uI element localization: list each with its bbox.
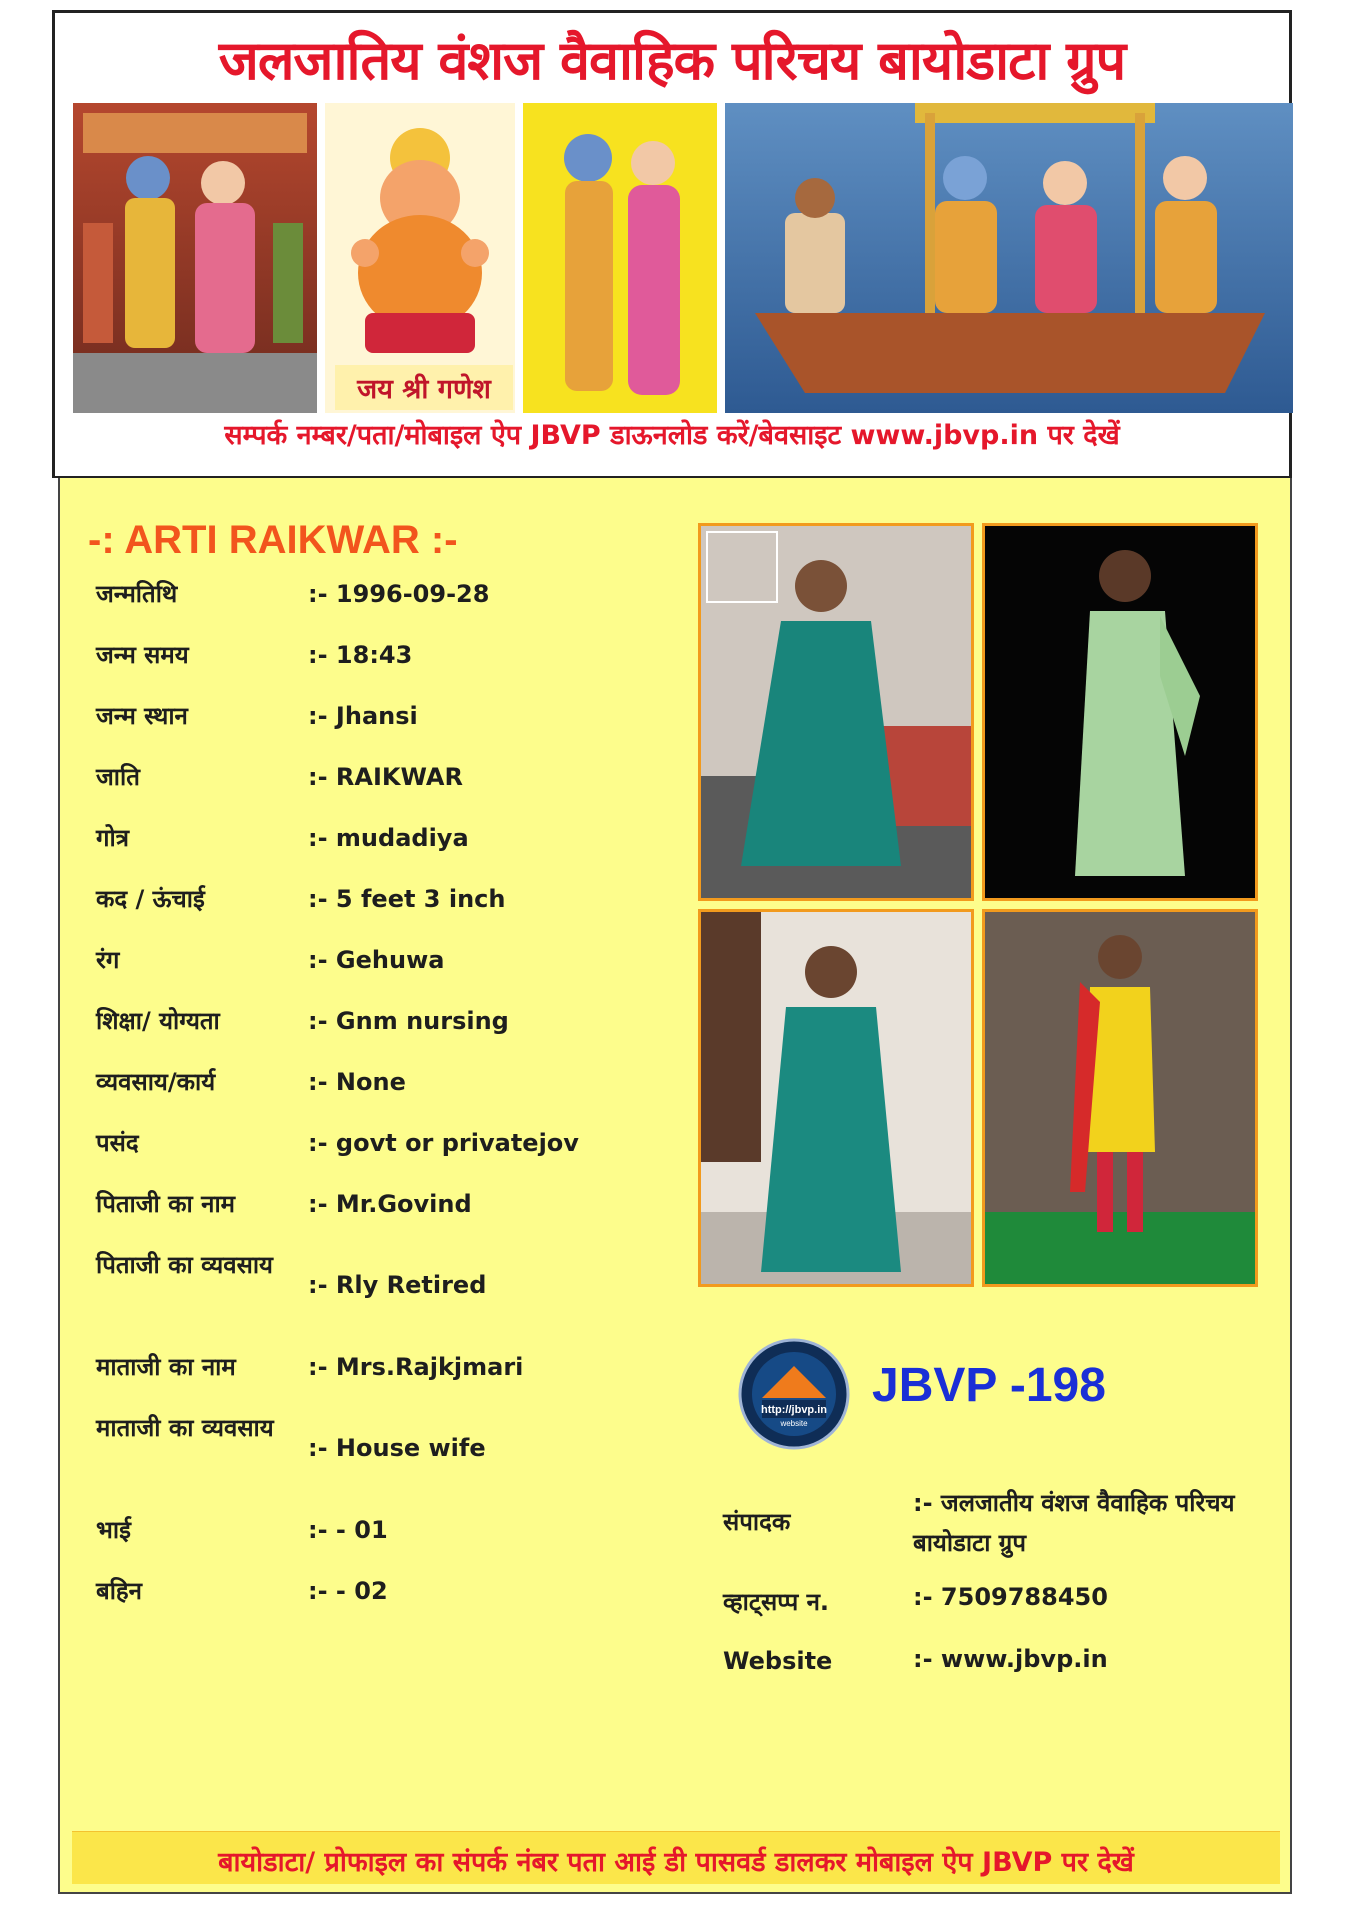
detail-value: :- Mr.Govind: [308, 1184, 472, 1224]
detail-value: :- 1996-09-28: [308, 574, 489, 614]
detail-label: पिताजी का व्यवसाय: [96, 1251, 273, 1279]
jbvp-logo-icon: [738, 1338, 850, 1450]
detail-label: जन्मतिथि: [96, 580, 178, 608]
profile-name: -: ARTI RAIKWAR :-: [88, 518, 458, 562]
profile-photo-3[interactable]: [698, 909, 974, 1287]
profile-photo-4[interactable]: [982, 909, 1258, 1287]
ram-sita-wedding-image: [73, 103, 317, 413]
detail-value: :- 5 feet 3 inch: [308, 879, 505, 919]
profile-photo-2[interactable]: [982, 523, 1258, 901]
profile-photo-1[interactable]: [698, 523, 974, 901]
profile-card: [58, 478, 1292, 1894]
detail-value: :- mudadiya: [308, 818, 469, 858]
detail-value: :- 18:43: [308, 635, 412, 675]
detail-label: जन्म समय: [96, 641, 189, 669]
boat-image: [725, 103, 1293, 413]
editor-value: :- जलजातीय वंशज वैवाहिक परिचय बायोडाटा ग्रुप: [913, 1483, 1273, 1563]
detail-label: जन्म स्थान: [96, 702, 188, 730]
detail-label: कद / ऊंचाई: [96, 885, 205, 913]
header-banner: [52, 10, 1292, 478]
detail-label: जाति: [96, 763, 140, 791]
detail-value: :- - 02: [308, 1571, 388, 1611]
detail-label: माताजी का व्यवसाय: [96, 1414, 274, 1442]
detail-value: :- Jhansi: [308, 696, 418, 736]
jbvp-id: JBVP -198: [872, 1359, 1106, 1412]
detail-label: बहिन: [96, 1577, 142, 1605]
footer-bar: [72, 1831, 1280, 1884]
detail-label: पसंद: [96, 1129, 139, 1157]
detail-label: गोत्र: [96, 824, 129, 852]
detail-label: रंग: [96, 946, 120, 974]
detail-label: शिक्षा/ योग्यता: [96, 1007, 220, 1035]
detail-label: माताजी का नाम: [96, 1353, 236, 1381]
footer-text: बायोडाटा/ प्रोफाइल का संपर्क नंबर पता आई डी पासवर्ड डालकर मोबाइल ऐप JBVP पर देखें: [218, 1847, 1134, 1878]
detail-value: :- govt or privatejov: [308, 1123, 579, 1163]
detail-value: :- RAIKWAR: [308, 757, 463, 797]
whatsapp-value[interactable]: :- 7509788450: [913, 1577, 1273, 1617]
detail-value: :- Gehuwa: [308, 940, 444, 980]
detail-value: :- House wife: [308, 1428, 486, 1468]
logo-small-text: website: [780, 1419, 808, 1428]
detail-value: :- Mrs.Rajkjmari: [308, 1347, 523, 1387]
detail-label: भाई: [96, 1516, 131, 1544]
detail-value: :- Gnm nursing: [308, 1001, 509, 1041]
detail-label: व्यवसाय/कार्य: [96, 1068, 216, 1096]
detail-value: :- - 01: [308, 1510, 388, 1550]
header-subtitle: सम्पर्क नम्बर/पता/मोबाइल ऐप JBVP डाऊनलोड करें/बेवसाइट www.jbvp.in पर देखें: [224, 420, 1120, 451]
ram-sita-image: [523, 103, 717, 413]
header-title: जलजातिय वंशज वैवाहिक परिचय बायोडाटा ग्रुप: [218, 29, 1126, 92]
editor-label: संपादक: [723, 1508, 791, 1536]
ganesh-caption: जय श्री गणेश: [335, 365, 513, 410]
website-label: Website: [723, 1647, 833, 1675]
whatsapp-label: व्हाट्सप्प न.: [723, 1588, 830, 1616]
logo-text: http://jbvp.in: [761, 1404, 827, 1416]
detail-value: :- Rly Retired: [308, 1265, 486, 1305]
website-link[interactable]: :- www.jbvp.in: [913, 1639, 1273, 1679]
detail-label: पिताजी का नाम: [96, 1190, 236, 1218]
detail-value: :- None: [308, 1062, 406, 1102]
